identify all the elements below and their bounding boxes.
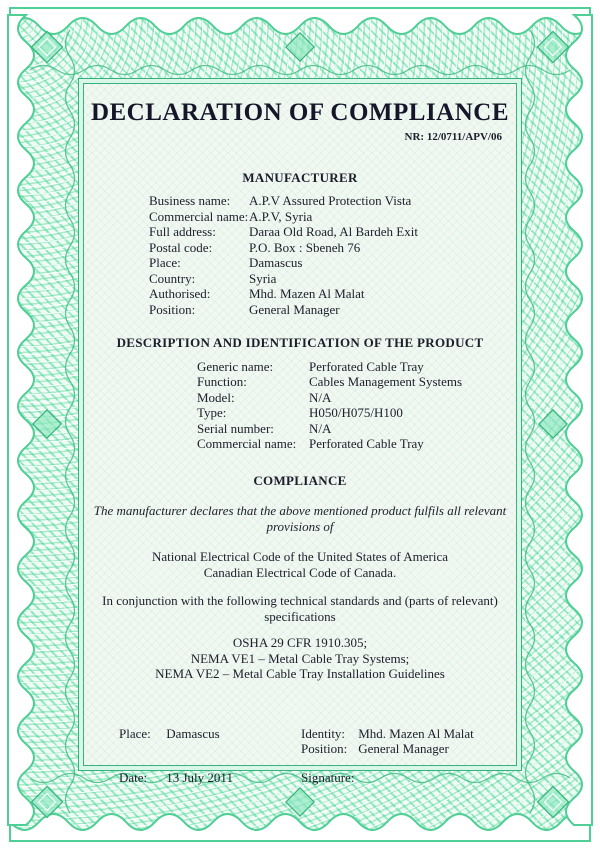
field-value: Mhd. Mazen Al Malat: [249, 286, 365, 301]
top-wave: [10, 8, 590, 34]
field-value: Daraa Old Road, Al Bardeh Exit: [249, 224, 418, 239]
field-label: Commercial name:: [197, 436, 297, 451]
date-field: [119, 770, 301, 786]
field-label: Model:: [197, 389, 235, 405]
field-row: [149, 224, 516, 240]
standard-item: NEMA VE1 – Metal Cable Tray Systems;: [190, 650, 410, 666]
field-row: [197, 436, 516, 452]
field-label: Country:: [149, 270, 196, 286]
field-row: [149, 193, 516, 209]
field-row: [197, 359, 516, 375]
field-value: H050/H075/H100: [309, 405, 403, 420]
product-fields: [84, 359, 516, 452]
field-label: Type:: [197, 405, 227, 420]
field-label: Place:: [149, 255, 181, 270]
field-value: Perforated Cable Tray: [309, 436, 424, 451]
declaration-text: The manufacturer declares that the above mentioned product fulfils all relevant provisions of: [93, 503, 507, 534]
certificate-title: DECLARATION OF COMPLIANCE: [90, 99, 510, 126]
place-label: Place:: [119, 725, 151, 741]
field-label: Position:: [149, 301, 196, 317]
field-row: [197, 421, 516, 437]
date-value: 13 July 2011: [166, 769, 233, 785]
field-label: Serial number:: [197, 420, 274, 436]
field-value: N/A: [309, 420, 332, 436]
identity-row: [301, 726, 474, 742]
field-label: Function:: [197, 374, 247, 389]
field-value: Damascus: [249, 255, 303, 270]
position-label: Position:: [301, 741, 348, 756]
field-row: [149, 209, 516, 225]
field-row: [197, 374, 516, 390]
compliance-code: National Electrical Code of the United States of America: [151, 549, 448, 564]
identity-value: Mhd. Mazen Al Malat: [358, 725, 474, 741]
place-value: Damascus: [166, 725, 220, 741]
left-wave: [8, 15, 34, 825]
field-row: [197, 405, 516, 421]
identity-label: Identity:: [301, 725, 346, 741]
section-manufacturer-heading: MANUFACTURER: [242, 169, 358, 185]
field-row: [197, 390, 516, 406]
field-value: N/A: [309, 389, 332, 405]
position-value: General Manager: [358, 741, 449, 756]
certificate-number: NR: 12/0711/APV/06: [404, 131, 502, 143]
right-inner-wave: [526, 30, 535, 813]
section-compliance-heading: COMPLIANCE: [253, 472, 347, 488]
field-row: [149, 302, 516, 318]
conjunction-text: In conjunction with the following technical standards and (parts of relevant) specifications: [102, 593, 498, 624]
signature-block: [84, 726, 516, 786]
standard-item: OSHA 29 CFR 1910.305;: [232, 635, 368, 650]
content-area: [84, 84, 516, 785]
field-label: Business name:: [149, 193, 231, 208]
field-row: [149, 240, 516, 256]
top-inner-wave: [30, 66, 570, 75]
standards-list: [84, 635, 516, 682]
field-label: Postal code:: [149, 239, 213, 255]
field-value: Cables Management Systems: [309, 374, 463, 389]
identity-position-field: [301, 726, 474, 757]
compliance-codes: [84, 549, 516, 580]
signature-field: [301, 770, 354, 786]
field-value: A.P.V Assured Protection Vista: [249, 193, 412, 208]
field-row: [149, 271, 516, 287]
date-signature-row: [119, 770, 516, 786]
section-product-heading: DESCRIPTION AND IDENTIFICATION OF THE PRODUCT: [116, 335, 484, 350]
field-label: Generic name:: [197, 358, 274, 374]
field-row: [149, 286, 516, 302]
compliance-code: Canadian Electrical Code of Canada.: [203, 564, 397, 580]
field-value: A.P.V, Syria: [249, 208, 313, 224]
position-row: [301, 741, 474, 757]
manufacturer-fields: [84, 193, 516, 317]
field-value: P.O. Box : Sbeneh 76: [249, 239, 361, 255]
left-inner-wave: [66, 30, 75, 813]
signature-label: Signature:: [301, 769, 355, 785]
field-value: Perforated Cable Tray: [309, 358, 424, 374]
place-field: [119, 726, 301, 742]
place-identity-row: [119, 726, 516, 757]
standard-item: NEMA VE2 – Metal Cable Tray Installation Guidelines: [155, 666, 445, 681]
field-label: Commercial name:: [149, 208, 249, 224]
field-label: Authorised:: [149, 286, 211, 301]
date-label: Date:: [119, 769, 148, 785]
field-label: Full address:: [149, 224, 216, 239]
bottom-wave: [10, 814, 590, 841]
field-value: General Manager: [249, 301, 340, 317]
field-value: Syria: [249, 270, 277, 286]
field-row: [149, 255, 516, 271]
right-wave: [566, 15, 592, 825]
